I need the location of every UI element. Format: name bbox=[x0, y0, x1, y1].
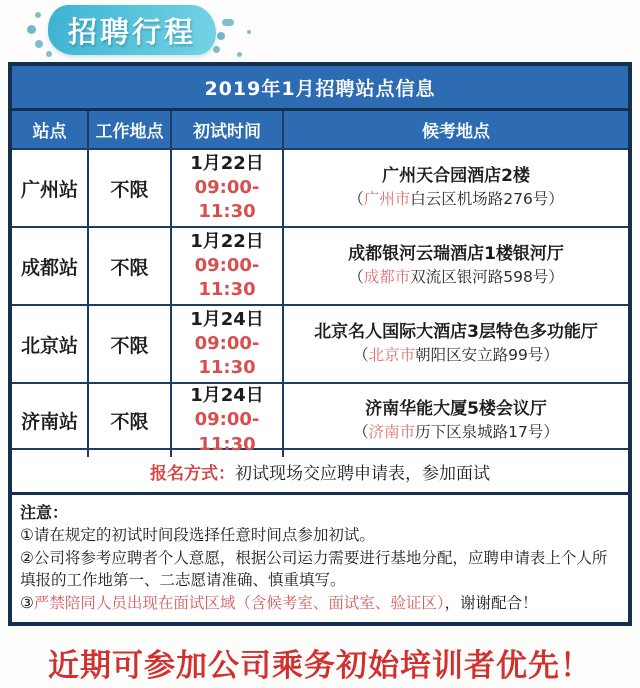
venue-address bbox=[348, 189, 564, 211]
test-time: 09:00-11:30 bbox=[194, 332, 260, 379]
venue-cell bbox=[284, 306, 628, 382]
address-open-paren: （ bbox=[353, 346, 369, 365]
priority-headline: 近期可参加公司乘务初始培训者优先！ bbox=[48, 648, 592, 684]
table-row bbox=[12, 304, 628, 382]
schedule-table bbox=[8, 62, 632, 626]
test-date: 1月24日 bbox=[190, 385, 264, 406]
address-city: 济南市 bbox=[368, 422, 416, 441]
work-location: 不限 bbox=[110, 334, 149, 357]
badge-dot bbox=[217, 32, 225, 40]
station-cell bbox=[12, 150, 89, 226]
venue-address bbox=[353, 345, 559, 367]
address-city: 成都市 bbox=[363, 268, 411, 287]
column-header-work-location: 工作地点 bbox=[89, 111, 172, 148]
venue-cell bbox=[284, 150, 628, 226]
test-time: 09:00-11:30 bbox=[194, 409, 260, 455]
badge-dot bbox=[27, 25, 36, 34]
note-item-1: ①请在规定的初试时间段选择任意时间点参加初试。 bbox=[20, 526, 375, 545]
column-header-test-time: 初试时间 bbox=[172, 111, 284, 148]
work-location-cell bbox=[89, 150, 172, 226]
signup-method-text: 初试现场交应聘申请表，参加面试 bbox=[235, 463, 490, 484]
station-name: 北京站 bbox=[20, 334, 78, 357]
venue-name: 成都银河云瑞酒店1楼银河厅 bbox=[348, 244, 564, 265]
badge-dot bbox=[222, 19, 234, 26]
test-time-cell bbox=[172, 306, 284, 382]
table-row bbox=[12, 382, 628, 455]
work-location-cell bbox=[89, 228, 172, 304]
note-item-2: ②公司将参考应聘者个人意愿，根据公司运力需要进行基地分配，应聘申请表上个人所填报的工作地第一、二志愿请准确、慎重填写。 bbox=[20, 548, 608, 590]
station-name: 成都站 bbox=[20, 256, 78, 279]
work-location: 不限 bbox=[110, 410, 149, 433]
station-name: 济南站 bbox=[20, 410, 78, 433]
work-location: 不限 bbox=[110, 256, 149, 279]
test-date: 1月24日 bbox=[190, 308, 264, 330]
address-open-paren: （ bbox=[348, 268, 364, 287]
section-badge bbox=[48, 5, 216, 55]
test-time-cell bbox=[172, 150, 284, 226]
station-cell bbox=[12, 228, 89, 304]
venue-address bbox=[353, 422, 559, 444]
test-time-cell bbox=[172, 384, 284, 457]
note-3-warning: 严禁陪同人员出现在面试区域（含候考室、面试室、验证区） bbox=[33, 593, 445, 612]
work-location-cell bbox=[89, 384, 172, 457]
venue-cell bbox=[284, 228, 628, 304]
table-row bbox=[12, 148, 628, 226]
note-3-number: ③ bbox=[20, 593, 34, 612]
table-header-row bbox=[12, 111, 628, 148]
note-item-3 bbox=[20, 592, 618, 614]
test-time: 09:00-11:30 bbox=[194, 254, 260, 301]
badge-dot bbox=[237, 52, 242, 57]
address-rest: 双流区银河路598号） bbox=[410, 268, 564, 287]
notes-section bbox=[12, 492, 628, 622]
badge-dot bbox=[247, 30, 251, 34]
test-time: 09:00-11:30 bbox=[194, 176, 260, 223]
address-open-paren: （ bbox=[353, 422, 369, 441]
venue-name: 北京名人国际大酒店3层特色多功能厅 bbox=[314, 322, 598, 343]
address-rest: 历下区泉城路17号） bbox=[415, 422, 559, 441]
column-header-station: 站点 bbox=[12, 111, 89, 148]
venue-address bbox=[348, 267, 564, 289]
badge-dot bbox=[35, 40, 43, 48]
station-cell bbox=[12, 384, 89, 457]
test-date: 1月22日 bbox=[190, 230, 264, 252]
badge-dot bbox=[35, 12, 41, 18]
work-location-cell bbox=[89, 306, 172, 382]
address-rest: 白云区机场路276号） bbox=[410, 190, 564, 209]
table-title: 2019年1月招聘站点信息 bbox=[12, 66, 628, 111]
section-badge-label: 招聘行程 bbox=[67, 14, 196, 49]
badge-dot bbox=[46, 51, 52, 57]
column-header-waiting-location: 候考地点 bbox=[422, 122, 490, 142]
venue-name: 广州天合园酒店2楼 bbox=[382, 166, 530, 187]
notes-title: 注意： bbox=[20, 503, 69, 522]
station-cell bbox=[12, 306, 89, 382]
badge-dot bbox=[213, 46, 220, 53]
address-rest: 朝阳区安立路99号） bbox=[415, 346, 559, 365]
venue-name: 济南华能大厦5楼会议厅 bbox=[365, 398, 547, 419]
note-3-tail: ，谢谢配合！ bbox=[444, 593, 538, 612]
test-date: 1月22日 bbox=[190, 152, 264, 174]
badge-header bbox=[0, 0, 640, 62]
signup-method-label: 报名方式： bbox=[150, 463, 235, 484]
station-name: 广州站 bbox=[20, 178, 78, 201]
address-city: 广州市 bbox=[363, 190, 411, 209]
test-time-cell bbox=[172, 228, 284, 304]
address-open-paren: （ bbox=[348, 190, 364, 209]
address-city: 北京市 bbox=[368, 346, 416, 365]
work-location: 不限 bbox=[110, 178, 149, 201]
venue-cell bbox=[284, 384, 628, 457]
table-row bbox=[12, 226, 628, 304]
